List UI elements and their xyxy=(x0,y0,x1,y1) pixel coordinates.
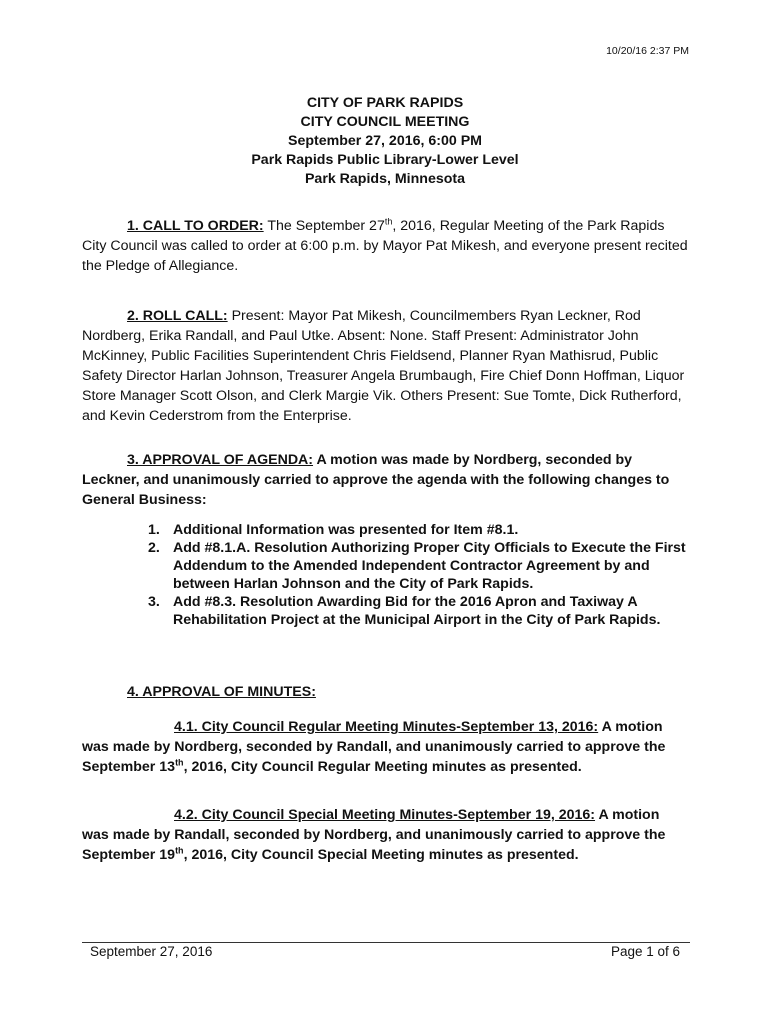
footer-page-number: Page 1 of 6 xyxy=(610,944,680,959)
subsection-text: A motion was made by Nordberg, seconded by Randall, and unanimously carried to approve the September 13 xyxy=(82,719,666,775)
section-heading: 4. APPROVAL OF MINUTES: xyxy=(127,684,316,700)
list-item-text: Add #8.1.A. Resolution Authorizing Proper City Officials to Execute the First Addendum to the Amended Independent Contractor Agreement by and between Harlan Johnson and the City of Park Rapids. xyxy=(173,540,686,592)
header-date-time: September 27, 2016, 6:00 PM xyxy=(288,133,482,149)
section-approval-of-agenda xyxy=(82,450,690,510)
meeting-header xyxy=(82,94,688,189)
subsection-text: A motion was made by Randall, seconded by Nordberg, and unanimously carried to approve the September 19 xyxy=(82,807,666,863)
section-text: A motion was made by Nordberg, seconded by Leckner, and unanimously carried to approve the agenda with the following changes to General Business: xyxy=(82,452,670,508)
header-location: Park Rapids Public Library-Lower Level xyxy=(251,152,519,168)
header-city-state: Park Rapids, Minnesota xyxy=(304,171,466,187)
list-item-number: 2. xyxy=(148,540,160,556)
section-call-to-order xyxy=(82,216,690,276)
section-text: The September 27 xyxy=(263,218,385,234)
header-city: CITY OF PARK RAPIDS xyxy=(306,95,464,111)
superscript: th xyxy=(384,216,393,227)
footer-divider xyxy=(82,942,690,943)
section-heading: 1. CALL TO ORDER: xyxy=(127,218,264,234)
section-approval-of-minutes xyxy=(82,682,690,702)
list-item xyxy=(148,593,690,629)
section-roll-call xyxy=(82,306,690,426)
minutes-item-4-2 xyxy=(82,805,690,865)
list-item xyxy=(148,521,690,539)
list-item xyxy=(148,539,690,593)
print-timestamp: 10/20/16 2:37 PM xyxy=(606,45,689,57)
list-item-number: 3. xyxy=(148,594,160,610)
superscript: th xyxy=(175,757,184,768)
section-text: , 2016, Regular Meeting of the Park Rapids City Council was called to order at 6:00 p.m. by Mayor Pat Mikesh, and everyone present recited the Pledge of Allegiance. xyxy=(82,218,688,274)
list-item-text: Additional Information was presented for Item #8.1. xyxy=(173,522,519,538)
header-meeting-type: CITY COUNCIL MEETING xyxy=(300,114,470,130)
section-text: Present: Mayor Pat Mikesh, Councilmembers Ryan Leckner, Rod Nordberg, Erika Randall, and Paul Utke. Absent: None. Staff Present: Administrator John McKinney, Public Facilities Superintendent Chris Fieldsend, Planner Ryan Mathisrud, Public Safety Director Harlan Johnson, Treasurer Angela Brumbaugh, Fire Chief Donn Hoffman, Liquor Store Manager Scott Olson, and Clerk Margie Vik. Others Present: Sue Tomte, Dick Rutherford, and Kevin Cederstrom from the Enterprise. xyxy=(82,308,685,424)
minutes-item-4-1 xyxy=(82,717,690,777)
list-item-number: 1. xyxy=(148,522,160,538)
section-heading: 2. ROLL CALL: xyxy=(127,308,228,324)
subsection-text: , 2016, City Council Regular Meeting minutes as presented. xyxy=(183,759,582,775)
subsection-heading: 4.2. City Council Special Meeting Minutes-September 19, 2016: xyxy=(174,807,596,823)
section-heading: 3. APPROVAL OF AGENDA: xyxy=(127,452,314,468)
agenda-changes-list xyxy=(148,521,690,629)
subsection-heading: 4.1. City Council Regular Meeting Minutes-September 13, 2016: xyxy=(174,719,599,735)
subsection-text: , 2016, City Council Special Meeting minutes as presented. xyxy=(183,847,579,863)
superscript: th xyxy=(175,845,184,856)
list-item-text: Add #8.3. Resolution Awarding Bid for the 2016 Apron and Taxiway A Rehabilitation Project at the Municipal Airport in the City of Park Rapids. xyxy=(173,594,661,628)
footer-date: September 27, 2016 xyxy=(90,944,213,959)
